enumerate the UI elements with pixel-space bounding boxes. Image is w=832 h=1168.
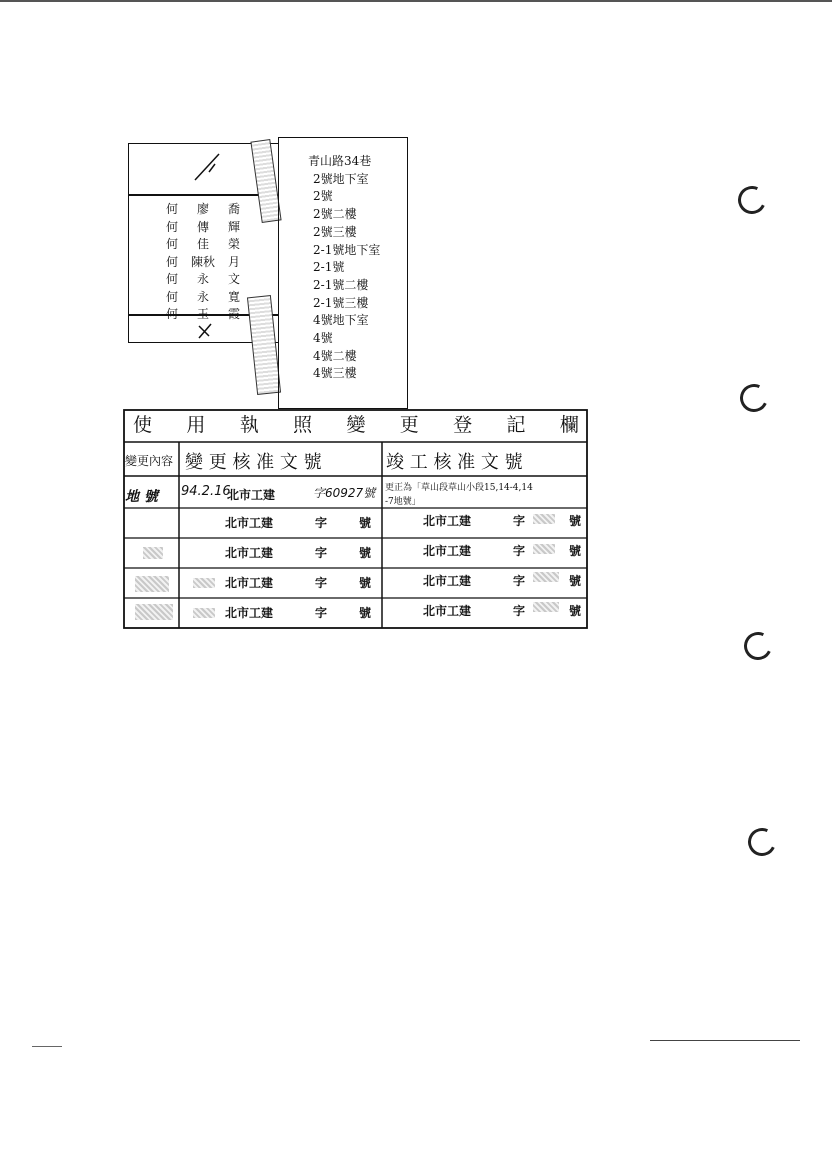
punch-hole-2 [736, 380, 772, 416]
blank-row-change-part: 北市工建 [225, 546, 274, 560]
owner-row [158, 200, 248, 217]
punch-hole-1 [734, 182, 770, 218]
blank-row-change-part: 北市工建 [225, 606, 274, 620]
title-char: 使 [133, 414, 153, 436]
owner-row [158, 288, 248, 305]
address-unit: 2-1號三樓 [313, 295, 369, 310]
owner-name-part: 文 [227, 272, 240, 286]
address-unit: 4號三樓 [313, 366, 357, 381]
blank-row-complete-part: 北市工建 [423, 544, 472, 558]
title-char: 登 [453, 414, 473, 436]
scan-top-edge [0, 0, 832, 2]
owner-name-part: 喬 [227, 202, 240, 216]
owner-name-part: 玉 [196, 307, 209, 321]
owner-name-part: 何 [165, 237, 178, 251]
address-unit: 2號三樓 [313, 224, 357, 239]
owner-name-part: 永 [196, 272, 209, 286]
owner-name-part: 何 [165, 289, 178, 304]
owner-name-part: 陳秋 [190, 254, 215, 269]
title-char: 欄 [559, 414, 579, 436]
blank-row-change-part: 號 [359, 546, 372, 560]
registration-table [123, 404, 589, 630]
owner-name-part: 榮 [227, 237, 240, 251]
address-unit: 2-1號地下室 [313, 242, 381, 257]
address-unit: 2號地下室 [313, 171, 369, 186]
title-char: 照 [293, 414, 313, 436]
owner-name-part: 何 [165, 219, 178, 234]
title-char: 用 [186, 414, 206, 436]
header-change-content: 變更內容 [125, 454, 174, 468]
blank-row-complete-part: 北市工建 [423, 604, 472, 618]
owner-name-part: 廖 [196, 202, 209, 216]
owner-name-part: 何 [165, 307, 178, 321]
row1-complete-line2: -7地號」 [385, 497, 421, 507]
punch-hole-3 [740, 628, 776, 664]
blank-row-change-part: 號 [359, 576, 372, 590]
blank-row-complete-part: 字 [513, 604, 526, 618]
address-lane: 青山路34巷 [308, 154, 372, 168]
registration-title [123, 410, 589, 437]
owner-name-part: 寬 [227, 289, 240, 304]
title-char: 記 [506, 414, 526, 436]
owner-name-part: 傳 [196, 219, 209, 234]
owner-name-part: 佳 [196, 237, 209, 251]
owner-name-part: 何 [165, 272, 178, 286]
owner-row [158, 305, 248, 322]
header-completion-approval: 竣 工 核 准 文 號 [386, 452, 523, 473]
row1-change-date: 94.2.16 [181, 484, 231, 499]
address-unit: 2-1號 [313, 260, 345, 275]
row1-change-office: 北市工建 [227, 488, 276, 502]
owner-name-part: 何 [165, 254, 178, 269]
punch-hole-4 [744, 824, 780, 860]
title-char: 更 [399, 414, 419, 436]
blank-row-change-part: 字 [315, 516, 328, 530]
address-unit: 2-1號二樓 [313, 277, 369, 292]
owner-row [158, 270, 248, 287]
blank-row-complete-part: 字 [513, 544, 526, 558]
header-change-approval: 變 更 核 准 文 號 [185, 452, 322, 473]
address-unit: 4號地下室 [313, 313, 369, 328]
blank-row-change-part: 字 [315, 576, 328, 590]
row1-content: 地 號 [125, 489, 158, 505]
title-char: 執 [239, 414, 259, 436]
blank-row-complete-part: 北市工建 [423, 514, 472, 528]
address-unit: 2號 [313, 189, 333, 204]
address-unit: 2號二樓 [313, 207, 357, 222]
row1-complete-line1: 更正為「草山段草山小段15,14-4,14 [385, 483, 533, 493]
owner-name-part: 霞 [227, 307, 240, 321]
blank-row-complete-part: 字 [513, 514, 526, 528]
owner-row [158, 235, 248, 252]
title-char: 變 [346, 414, 366, 436]
owner-row [158, 253, 248, 270]
blank-row-change-part: 號 [359, 516, 372, 530]
row1-change-number: 字60927號 [313, 486, 376, 500]
blank-row-complete-part: 號 [569, 544, 582, 558]
owner-name-part: 何 [165, 202, 178, 216]
blank-row-change-part: 北市工建 [225, 576, 274, 590]
address-unit: 4號二樓 [313, 348, 357, 363]
owner-name-part: 永 [196, 289, 209, 304]
blank-row-complete-part: 號 [569, 514, 582, 528]
blank-row-complete-part: 北市工建 [423, 574, 472, 588]
owner-row [158, 218, 248, 235]
owner-name-part: 月 [227, 254, 240, 269]
blank-row-change-part: 號 [359, 606, 372, 620]
owner-name-part: 輝 [227, 219, 240, 234]
blank-row-change-part: 字 [315, 606, 328, 620]
blank-row-complete-part: 字 [513, 574, 526, 588]
blank-row-complete-part: 號 [569, 604, 582, 618]
blank-row-change-part: 北市工建 [225, 516, 274, 530]
blank-row-change-part: 字 [315, 546, 328, 560]
address-unit: 4號 [313, 331, 333, 345]
blank-row-complete-part: 號 [569, 574, 582, 588]
